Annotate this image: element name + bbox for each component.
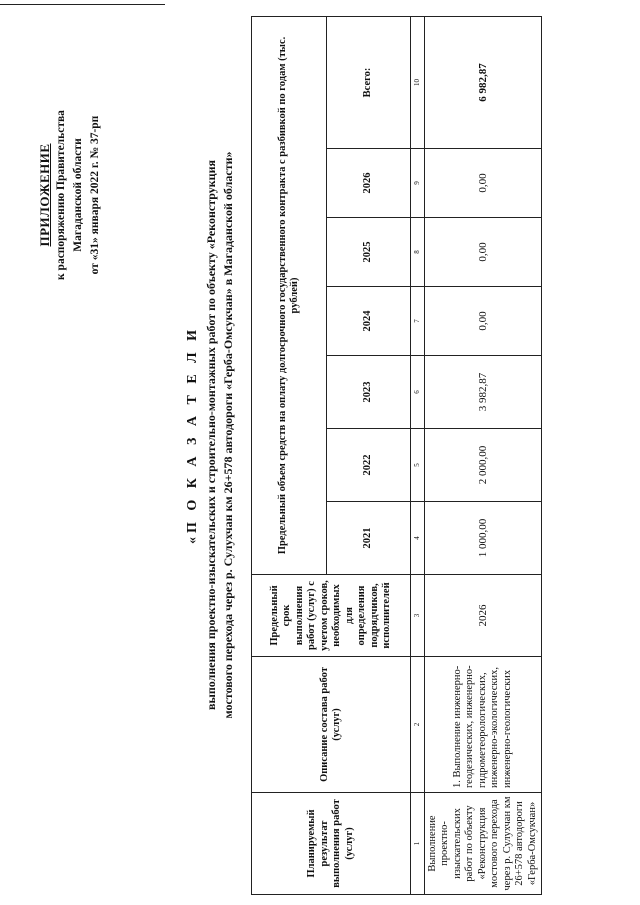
header-row-top bbox=[252, 16, 327, 894]
header-description: Описание состава работ (услуг) bbox=[252, 657, 411, 793]
appendix-block bbox=[36, 45, 104, 345]
header-year: 2025 bbox=[327, 218, 411, 287]
column-number: 2 bbox=[411, 657, 425, 793]
header-year: 2024 bbox=[327, 287, 411, 356]
appendix-line-1: к распоряжению Правительства bbox=[55, 110, 67, 280]
header-total: Всего: bbox=[327, 16, 411, 148]
header-year: 2023 bbox=[327, 356, 411, 429]
document-title: «П О К А З А Т Е Л И bbox=[185, 325, 200, 545]
cell-value-2021: 1 000,00 bbox=[424, 502, 542, 575]
column-number-row bbox=[411, 16, 425, 894]
column-number: 8 bbox=[411, 218, 425, 287]
cell-value-2026: 0,00 bbox=[424, 149, 542, 218]
column-number: 3 bbox=[411, 575, 425, 657]
column-number: 10 bbox=[411, 16, 425, 148]
appendix-line-3: от «31» января 2022 г. № 37-рп bbox=[89, 115, 101, 275]
cell-value-2022: 2 000,00 bbox=[424, 429, 542, 502]
document-subtitle-1: выполнения проектно-изыскательских и строительно-монтажных работ по объекту «Реконструкция bbox=[204, 160, 218, 710]
cell-value-2025: 0,00 bbox=[424, 218, 542, 287]
header-year: 2026 bbox=[327, 149, 411, 218]
header-year: 2022 bbox=[327, 429, 411, 502]
appendix-title: ПРИЛОЖЕНИЕ bbox=[37, 143, 52, 247]
appendix-line-2: Магаданской области bbox=[72, 138, 84, 252]
document-subtitle-2: мостового перехода через р. Сулухчан км 26+578 автодороги «Герба-Омсукчан» в Магаданской области» bbox=[221, 151, 235, 719]
cell-deadline: 2026 bbox=[424, 575, 542, 657]
column-number: 7 bbox=[411, 287, 425, 356]
column-number: 5 bbox=[411, 429, 425, 502]
column-number: 1 bbox=[411, 793, 425, 895]
column-number: 6 bbox=[411, 356, 425, 429]
cell-result: Выполнение проектно-изыскательских работ по объекту «Реконструкция мостового перехода через р. Сулухчан км 26+578 автодороги «Герба-Омсукчан» bbox=[424, 793, 542, 895]
cell-total: 6 982,87 bbox=[424, 16, 542, 148]
cell-value-2023: 3 982,87 bbox=[424, 356, 542, 429]
column-number: 4 bbox=[411, 502, 425, 575]
column-number: 9 bbox=[411, 149, 425, 218]
header-funding: Предельный объем средств на оплату долгосрочного государственного контракта с разбивкой по годам (тыс. рублей) bbox=[252, 16, 327, 574]
indicators-table bbox=[251, 16, 542, 895]
header-year: 2021 bbox=[327, 502, 411, 575]
cell-description: 1. Выполнение инженерно-геодезических, инженерно-гидрометеорологических, инженерно-экологических, инженерно-геологических bbox=[424, 657, 542, 793]
header-result: Планируемый результат выполнения работ (услуг) bbox=[252, 793, 411, 895]
header-deadline: Предельный срок выполнения работ (услуг) с учетом сроков, необходимых для определения подрядчиков, исполнителей bbox=[252, 575, 411, 657]
cell-value-2024: 0,00 bbox=[424, 287, 542, 356]
document-title-block bbox=[183, 95, 237, 775]
table-row bbox=[424, 16, 542, 894]
